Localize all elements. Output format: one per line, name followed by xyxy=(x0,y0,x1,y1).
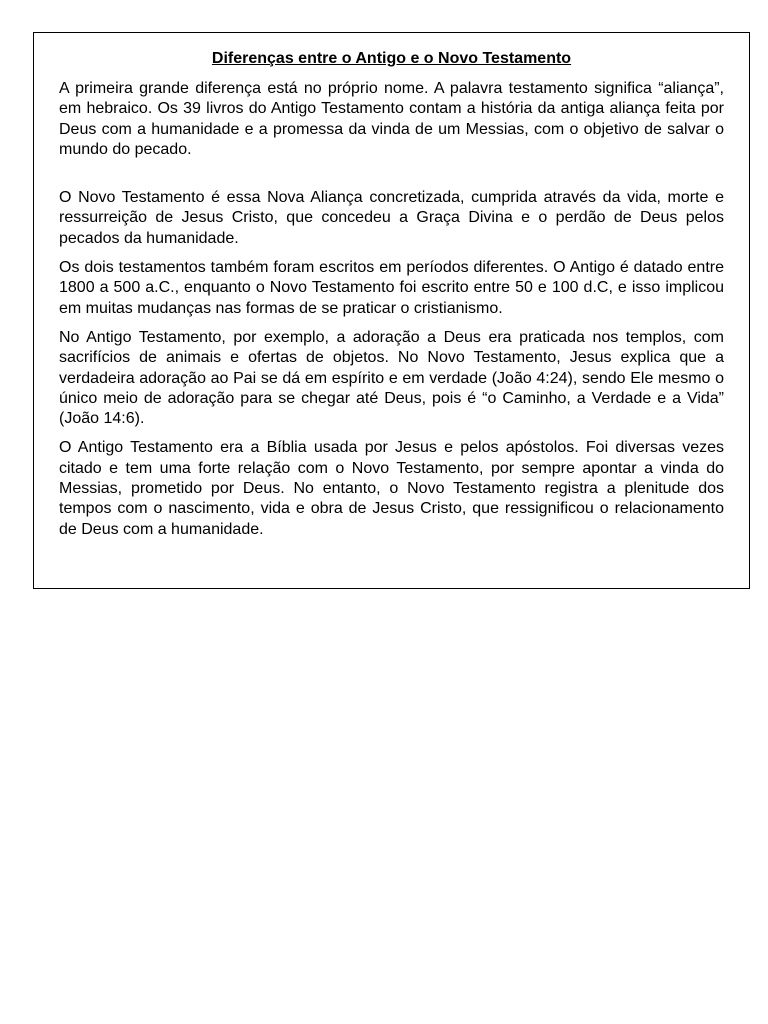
paragraph-2: O Novo Testamento é essa Nova Aliança concretizada, cumprida através da vida, morte e ressurreição de Jesus Cristo, que concedeu a Graça Divina e o perdão de Deus pelos pecados da humanidade. xyxy=(59,189,724,247)
document-title: Diferenças entre o Antigo e o Novo Testamento xyxy=(211,50,572,67)
paragraph-4: No Antigo Testamento, por exemplo, a adoração a Deus era praticada nos templos, com sacrifícios de animais e ofertas de objetos. No Novo Testamento, Jesus explica que a verdadeira adoração ao Pai se dá em espírito e em verdade (João 4:24), sendo Ele mesmo o único meio de adoração para se chegar até Deus, pois é “o Caminho, a Verdade e a Vida” (João 14:6). xyxy=(59,328,724,428)
paragraph-3: Os dois testamentos também foram escritos em períodos diferentes. O Antigo é datado entre 1800 a 500 a.C., enquanto o Novo Testamento foi escrito entre 50 e 100 d.C, e isso implicou em muitas mudanças nas formas de se praticar o cristianismo. xyxy=(59,259,724,317)
paragraph-5: O Antigo Testamento era a Bíblia usada por Jesus e pelos apóstolos. Foi diversas vezes citado e tem uma forte relação com o Novo Testamento, por sempre apontar a vinda do Messias, prometido por Deus. No entanto, o Novo Testamento registra a plenitude dos tempos com o nascimento, vida e obra de Jesus Cristo, que ressignificou o relacionamento de Deus com a humanidade. xyxy=(59,439,724,538)
document-frame xyxy=(33,32,750,589)
paragraph-1: A primeira grande diferença está no próprio nome. A palavra testamento significa “aliança”, em hebraico. Os 39 livros do Antigo Testamento contam a história da antiga aliança feita por Deus com a humanidade e a promessa da vinda de um Messias, com o objetivo de salvar o mundo do pecado. xyxy=(59,80,724,158)
